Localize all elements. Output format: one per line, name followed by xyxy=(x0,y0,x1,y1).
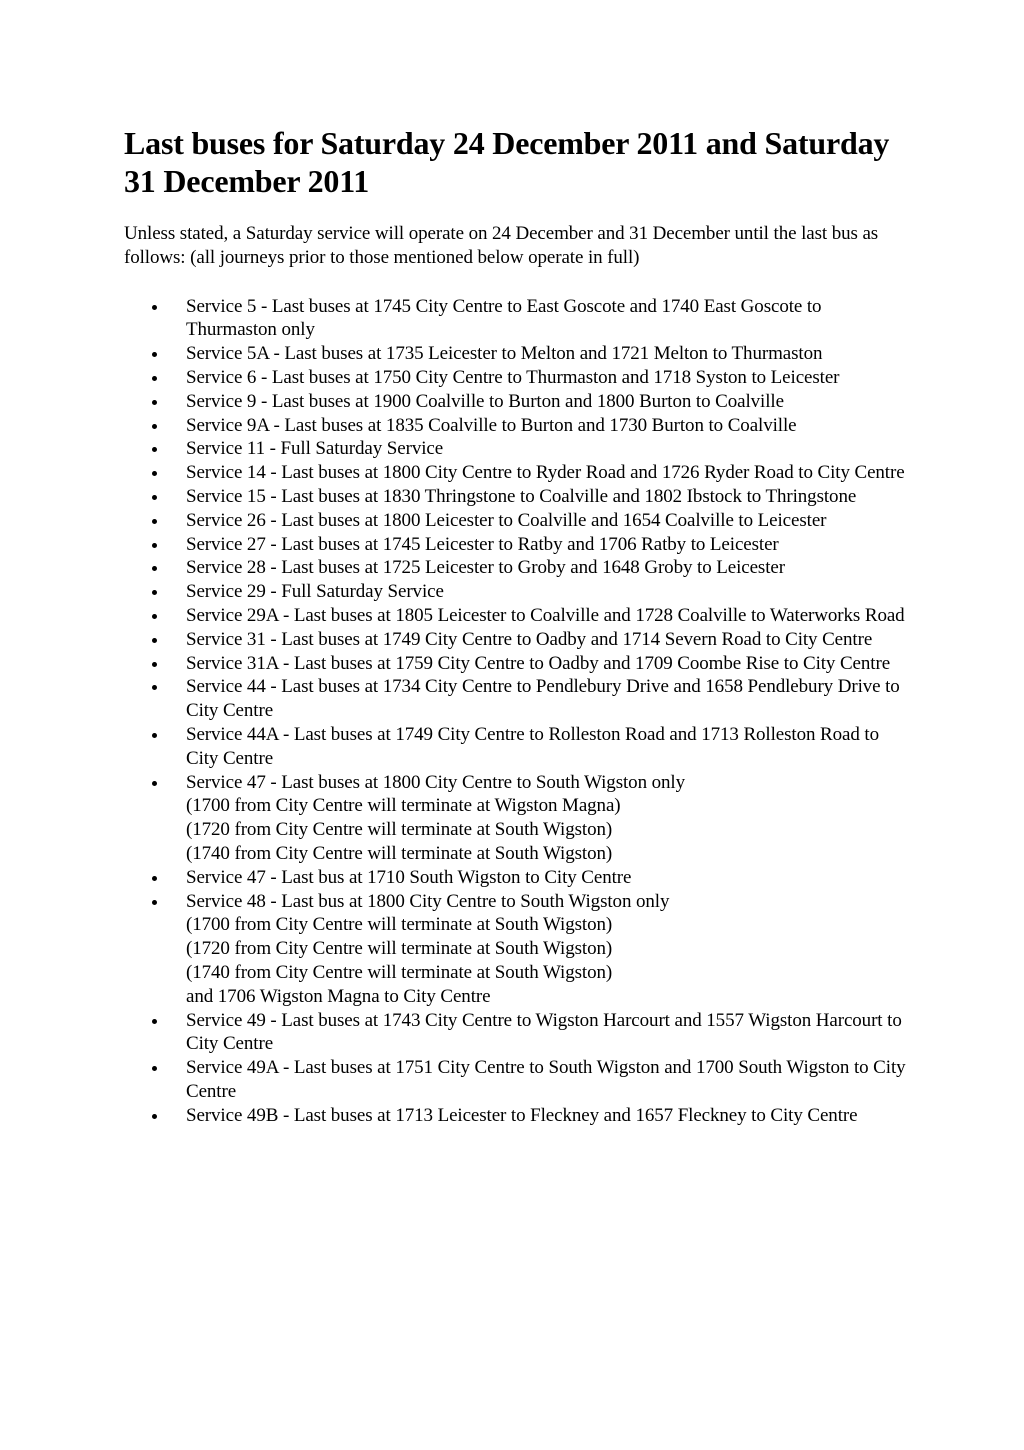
service-note: and 1706 Wigston Magna to City Centre xyxy=(186,985,491,1007)
bullet-icon xyxy=(152,876,157,881)
service-text: Service 49A - Last buses at 1751 City Centre to South Wigston and 1700 South Wigston to City Centre xyxy=(186,1057,906,1102)
list-item xyxy=(124,1009,914,1057)
list-item xyxy=(124,1104,914,1128)
service-text: Service 29A - Last buses at 1805 Leicester to Coalville and 1728 Coalville to Waterworks Road xyxy=(186,604,905,626)
service-note: (1700 from City Centre will terminate at South Wigston) xyxy=(186,914,613,936)
bullet-icon xyxy=(152,1019,157,1024)
list-item xyxy=(124,628,914,652)
service-text: Service 31A - Last buses at 1759 City Centre to Oadby and 1709 Coombe Rise to City Centre xyxy=(186,652,891,674)
list-item xyxy=(124,414,914,438)
service-text: Service 27 - Last buses at 1745 Leicester to Ratby and 1706 Ratby to Leicester xyxy=(186,533,779,555)
service-note: (1740 from City Centre will terminate at South Wigston) xyxy=(186,961,613,983)
bullet-icon xyxy=(152,781,157,786)
bullet-icon xyxy=(152,662,157,667)
service-text: Service 6 - Last buses at 1750 City Centre to Thurmaston and 1718 Syston to Leicester xyxy=(186,366,840,388)
list-item xyxy=(124,390,914,414)
service-text: Service 47 - Last bus at 1710 South Wigston to City Centre xyxy=(186,866,632,888)
service-text: Service 31 - Last buses at 1749 City Centre to Oadby and 1714 Severn Road to City Centre xyxy=(186,628,873,650)
services-list xyxy=(124,295,914,1128)
list-item xyxy=(124,342,914,366)
bullet-icon xyxy=(152,305,157,310)
bullet-icon xyxy=(152,495,157,500)
intro-paragraph: Unless stated, a Saturday service will operate on 24 December and 31 December until the last bus as follows: (all journeys prior to those mentioned below operate in full) xyxy=(124,223,879,268)
bullet-icon xyxy=(152,400,157,405)
bullet-icon xyxy=(152,685,157,690)
list-item xyxy=(124,437,914,461)
service-text: Service 9A - Last buses at 1835 Coalville to Burton and 1730 Burton to Coalville xyxy=(186,414,797,436)
service-text: Service 9 - Last buses at 1900 Coalville to Burton and 1800 Burton to Coalville xyxy=(186,390,784,412)
service-text: Service 28 - Last buses at 1725 Leicester to Groby and 1648 Groby to Leicester xyxy=(186,557,785,579)
service-note: (1720 from City Centre will terminate at South Wigston) xyxy=(186,938,613,960)
bullet-icon xyxy=(152,733,157,738)
bullet-icon xyxy=(152,566,157,571)
list-item xyxy=(124,580,914,604)
service-text: Service 49 - Last buses at 1743 City Centre to Wigston Harcourt and 1557 Wigston Harcourt to City Centre xyxy=(186,1009,902,1055)
list-item xyxy=(124,890,914,1009)
service-text: Service 44 - Last buses at 1734 City Centre to Pendlebury Drive and 1658 Pendlebury Drive to City Centre xyxy=(186,676,900,722)
bullet-icon xyxy=(152,519,157,524)
service-text: Service 11 - Full Saturday Service xyxy=(186,438,444,460)
service-text: Service 15 - Last buses at 1830 Thringstone to Coalville and 1802 Ibstock to Thringstone xyxy=(186,485,857,507)
list-item xyxy=(124,295,914,343)
service-note: (1740 from City Centre will terminate at South Wigston) xyxy=(186,842,613,864)
service-text: Service 26 - Last buses at 1800 Leicester to Coalville and 1654 Coalville to Leicester xyxy=(186,509,827,531)
service-text: Service 47 - Last buses at 1800 City Centre to South Wigston only xyxy=(186,771,686,793)
list-item xyxy=(124,604,914,628)
list-item xyxy=(124,533,914,557)
list-item xyxy=(124,509,914,533)
bullet-icon xyxy=(152,590,157,595)
service-note: (1700 from City Centre will terminate at Wigston Magna) xyxy=(186,795,621,817)
list-item xyxy=(124,866,914,890)
service-text: Service 29 - Full Saturday Service xyxy=(186,581,444,603)
list-item xyxy=(124,556,914,580)
service-text: Service 44A - Last buses at 1749 City Centre to Rolleston Road and 1713 Rolleston Road to City Centre xyxy=(186,723,879,769)
bullet-icon xyxy=(152,352,157,357)
bullet-icon xyxy=(152,543,157,548)
list-item xyxy=(124,1056,914,1104)
bullet-icon xyxy=(152,638,157,643)
bullet-icon xyxy=(152,376,157,381)
list-item xyxy=(124,485,914,509)
list-item xyxy=(124,652,914,676)
bullet-icon xyxy=(152,447,157,452)
service-text: Service 49B - Last buses at 1713 Leicester to Fleckney and 1657 Fleckney to City Centre xyxy=(186,1104,858,1126)
page-title: Last buses for Saturday 24 December 2011 and Saturday 31 December 2011 xyxy=(124,125,890,199)
list-item xyxy=(124,461,914,485)
service-note: (1720 from City Centre will terminate at South Wigston) xyxy=(186,819,613,841)
service-text: Service 14 - Last buses at 1800 City Centre to Ryder Road and 1726 Ryder Road to City Centre xyxy=(186,462,905,484)
service-text: Service 48 - Last bus at 1800 City Centre to South Wigston only xyxy=(186,890,670,912)
list-item xyxy=(124,675,914,723)
list-item xyxy=(124,723,914,771)
list-item xyxy=(124,366,914,390)
bullet-icon xyxy=(152,424,157,429)
bullet-icon xyxy=(152,1066,157,1071)
bullet-icon xyxy=(152,900,157,905)
document-page xyxy=(124,124,914,1127)
bullet-icon xyxy=(152,614,157,619)
bullet-icon xyxy=(152,1114,157,1119)
service-text: Service 5 - Last buses at 1745 City Centre to East Goscote and 1740 East Goscote to Thurmaston only xyxy=(186,295,822,341)
list-item xyxy=(124,771,914,866)
bullet-icon xyxy=(152,471,157,476)
service-text: Service 5A - Last buses at 1735 Leicester to Melton and 1721 Melton to Thurmaston xyxy=(186,343,823,365)
